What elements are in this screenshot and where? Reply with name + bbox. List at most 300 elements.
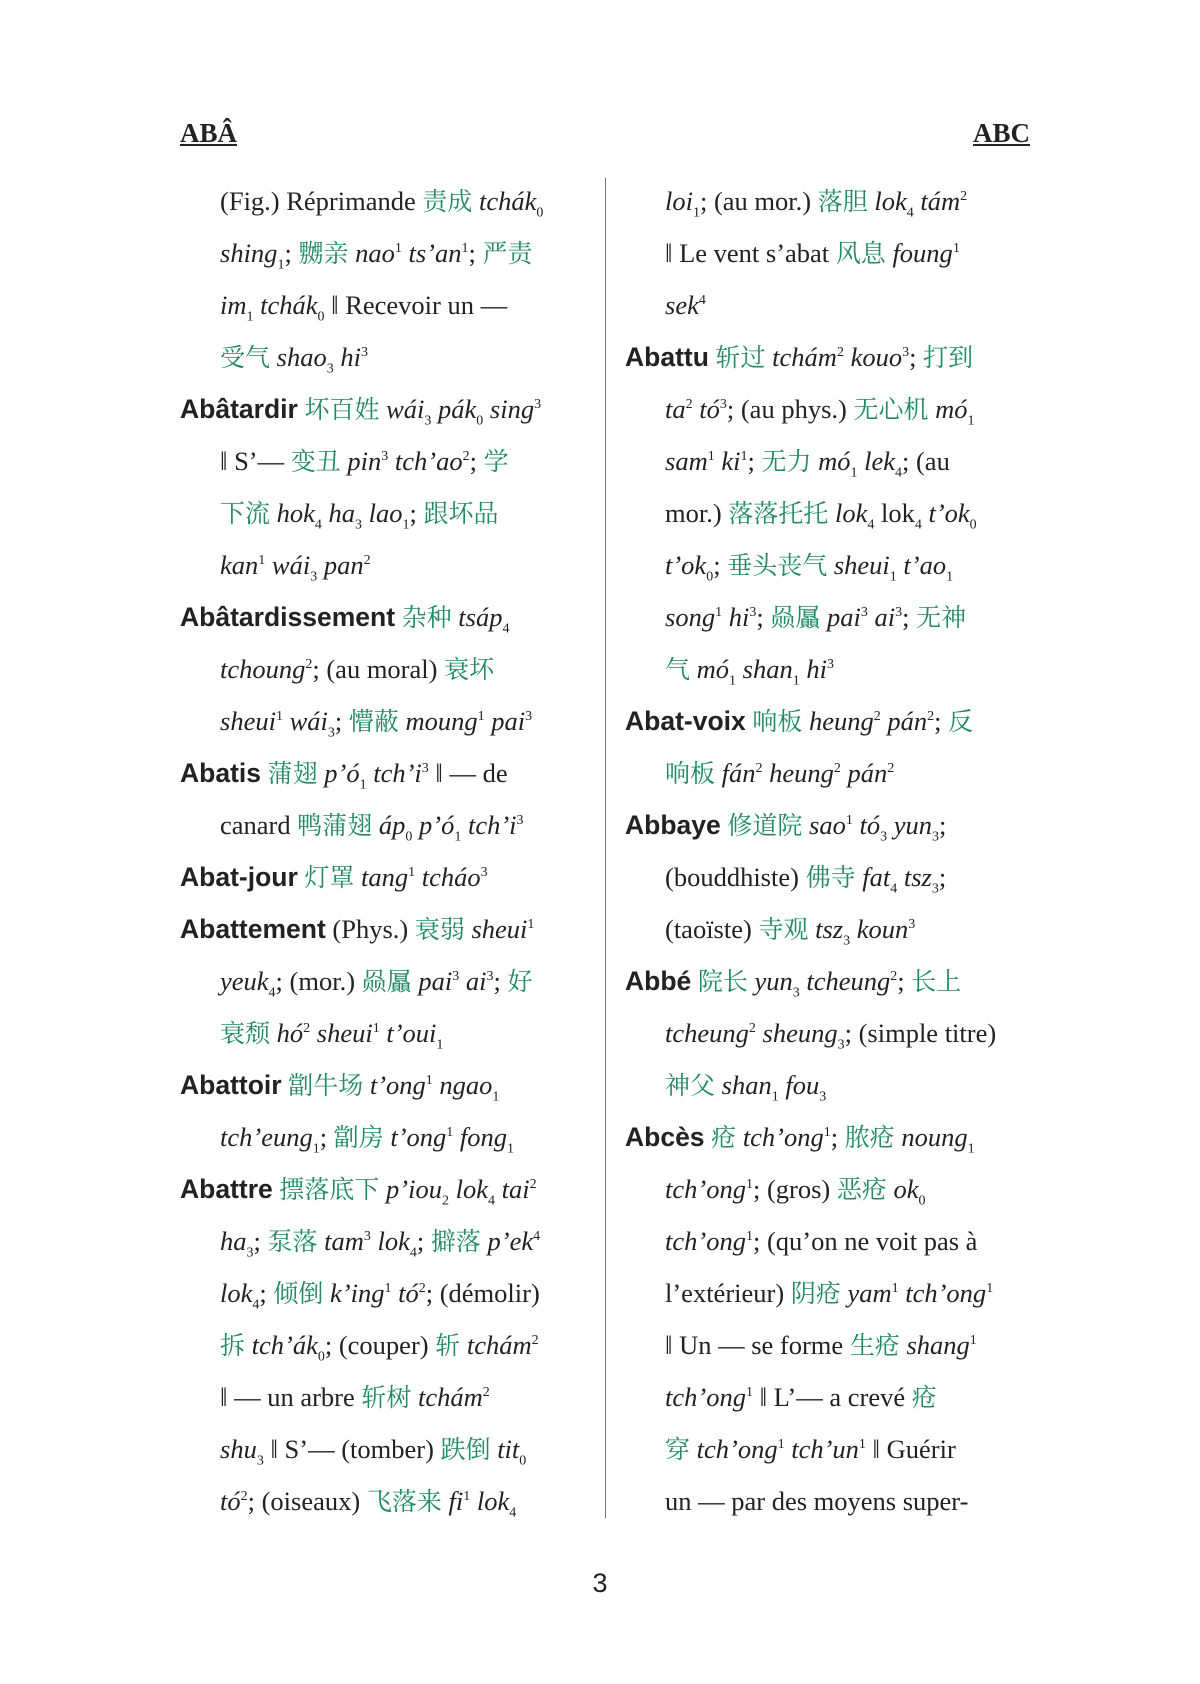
definition-text: ; <box>747 446 762 476</box>
romanization: foung <box>892 238 953 268</box>
tone-superscript: 1 <box>446 1125 454 1141</box>
romanization: tch’ong <box>665 1226 746 1256</box>
tone-subscript: 3 <box>327 725 335 741</box>
tone-superscript: 3 <box>525 709 533 725</box>
tone-subscript: 4 <box>914 517 922 533</box>
chinese-term: 响板 <box>665 759 716 788</box>
tone-superscript: 2 <box>755 761 763 777</box>
dictionary-line <box>625 1267 1037 1319</box>
definition-text: ; <box>938 810 947 840</box>
romanization: sheui <box>833 550 890 580</box>
definition-text <box>756 1018 763 1048</box>
dictionary-line <box>180 383 592 435</box>
dictionary-line <box>625 539 1037 591</box>
romanization: pán <box>887 706 928 736</box>
definition-text: ; (au mor.) <box>699 186 818 216</box>
dictionary-line <box>625 903 1037 955</box>
tone-superscript: 2 <box>960 189 968 205</box>
tone-superscript: 1 <box>275 709 283 725</box>
definition-text: ‖ S’— (tomber) <box>263 1434 441 1464</box>
tone-superscript: 2 <box>873 709 881 725</box>
chinese-term: 佛寺 <box>805 863 856 892</box>
romanization: p’iou <box>386 1174 442 1204</box>
dictionary-line <box>180 279 592 331</box>
dictionary-line <box>625 851 1037 903</box>
romanization: pai <box>491 706 526 736</box>
romanization: hó <box>276 1018 304 1048</box>
romanization: lok <box>476 1486 510 1516</box>
definition-text <box>897 862 904 892</box>
romanization: mó <box>935 394 968 424</box>
tone-subscript: 1 <box>507 1141 515 1157</box>
romanization: sam <box>665 446 708 476</box>
definition-text <box>827 550 834 580</box>
dictionary-line <box>180 747 592 799</box>
definition-text: canard <box>220 810 298 840</box>
tone-superscript: 3 <box>534 397 542 413</box>
romanization: tchák <box>479 186 537 216</box>
tone-subscript: 0 <box>476 413 484 429</box>
headword: Abcès <box>625 1122 705 1152</box>
tone-superscript: 3 <box>516 813 524 829</box>
dictionary-line <box>625 1371 1037 1423</box>
definition-text: lok <box>874 498 915 528</box>
chinese-term: 反 <box>948 707 974 736</box>
tone-superscript: 2 <box>685 397 693 413</box>
definition-text: ; (oiseaux) <box>247 1486 367 1516</box>
romanization: tchák <box>260 290 318 320</box>
chinese-term: 跌倒 <box>440 1435 491 1464</box>
dictionary-line <box>625 1475 1037 1527</box>
dictionary-line <box>625 955 1037 1007</box>
romanization: ai <box>465 966 487 996</box>
tone-superscript: 1 <box>384 1281 392 1297</box>
dictionary-line <box>625 1319 1037 1371</box>
romanization: tcheung <box>665 1018 749 1048</box>
tone-superscript: 1 <box>986 1281 994 1297</box>
chinese-term: 风息 <box>835 239 886 268</box>
romanization: ha <box>328 498 356 528</box>
chinese-term: 无神 <box>916 603 967 632</box>
chinese-term: 坏百姓 <box>304 395 380 424</box>
tone-subscript: 0 <box>519 1453 527 1469</box>
romanization: pán <box>847 758 888 788</box>
definition-text: ; (au moral) <box>312 654 445 684</box>
left-column <box>180 175 592 1527</box>
tone-superscript: 1 <box>477 709 485 725</box>
romanization: tó <box>859 810 881 840</box>
definition-text: ; <box>334 706 349 736</box>
tone-subscript: 4 <box>487 1193 495 1209</box>
tone-superscript: 3 <box>902 345 910 361</box>
tone-subscript: 4 <box>906 205 914 221</box>
dictionary-line <box>625 643 1037 695</box>
dictionary-line <box>180 1059 592 1111</box>
romanization: tch’i <box>467 810 517 840</box>
romanization: lao <box>368 498 403 528</box>
dictionary-line <box>180 1475 592 1527</box>
headword: Abattement <box>180 914 326 944</box>
chinese-term: 无力 <box>761 447 812 476</box>
definition-text: ; (mor.) <box>275 966 362 996</box>
definition-text <box>709 342 716 372</box>
chinese-term: 无心机 <box>853 395 929 424</box>
chinese-term: 衰弱 <box>414 915 465 944</box>
tone-superscript: 3 <box>895 605 903 621</box>
dictionary-line <box>180 643 592 695</box>
dictionary-line <box>625 695 1037 747</box>
chinese-term: 跟坏品 <box>423 499 499 528</box>
headword: Abâtardir <box>180 394 298 424</box>
definition-text: ; <box>909 342 924 372</box>
headword: Abattu <box>625 342 709 372</box>
tone-subscript: 0 <box>536 205 544 221</box>
tone-superscript: 3 <box>860 605 868 621</box>
definition-text <box>460 1330 467 1360</box>
romanization: tcheung <box>806 966 891 996</box>
headword: Abat-jour <box>180 862 298 892</box>
chinese-term: 斩 <box>435 1331 461 1360</box>
definition-text: (taoïste) <box>665 914 759 944</box>
tone-subscript: 0 <box>918 1193 926 1209</box>
tone-superscript: 1 <box>952 241 960 257</box>
chinese-term: 责成 <box>422 187 473 216</box>
romanization: tch’ák <box>251 1330 318 1360</box>
definition-text <box>802 810 809 840</box>
tone-superscript: 1 <box>823 1125 831 1141</box>
definition-text <box>372 810 379 840</box>
chinese-term: 气 <box>665 655 691 684</box>
definition-text: ‖ Guérir <box>865 1434 956 1464</box>
romanization: yun <box>754 966 793 996</box>
definition-text: ‖ L’— a crevé <box>752 1382 912 1412</box>
definition-text: ; <box>897 966 912 996</box>
tone-superscript: 2 <box>529 1177 537 1193</box>
definition-text: (bouddhiste) <box>665 862 806 892</box>
tone-subscript: 3 <box>843 933 851 949</box>
definition-text <box>736 654 743 684</box>
tone-superscript: 1 <box>394 241 402 257</box>
tone-superscript: 1 <box>425 1073 433 1089</box>
romanization: tch’ong <box>665 1382 746 1412</box>
tone-subscript: 2 <box>441 1193 449 1209</box>
definition-text <box>265 550 272 580</box>
definition-text <box>317 550 324 580</box>
definition-text <box>887 810 894 840</box>
dictionary-line <box>625 331 1037 383</box>
tone-superscript: 2 <box>305 657 313 673</box>
definition-text <box>395 602 402 632</box>
chinese-term: 长上 <box>911 967 962 996</box>
tone-superscript: 4 <box>533 1229 541 1245</box>
romanization: pin <box>347 446 382 476</box>
tone-superscript: 3 <box>908 917 916 933</box>
headword: Abatis <box>180 758 261 788</box>
tone-superscript: 2 <box>887 761 895 777</box>
chinese-term: 修道院 <box>727 811 803 840</box>
tone-subscript: 3 <box>792 985 800 1001</box>
romanization: t’ok <box>665 550 707 580</box>
romanization: shu <box>220 1434 257 1464</box>
definition-text <box>691 966 698 996</box>
dictionary-line <box>625 279 1037 331</box>
romanization: noung <box>901 1122 968 1152</box>
romanization: heung <box>769 758 834 788</box>
tone-superscript: 1 <box>463 1489 471 1505</box>
romanization: kouo <box>850 342 903 372</box>
definition-text <box>399 706 406 736</box>
romanization: áp <box>378 810 406 840</box>
definition-text <box>748 966 755 996</box>
dictionary-line <box>180 799 592 851</box>
chinese-term: 好 <box>507 967 533 996</box>
definition-text <box>322 498 329 528</box>
romanization: tó <box>398 1278 419 1308</box>
chinese-term: 疮 <box>911 1383 937 1412</box>
chinese-term: 受气 <box>220 343 271 372</box>
romanization: lok <box>220 1278 253 1308</box>
dictionary-line <box>180 331 592 383</box>
romanization: wái <box>289 706 328 736</box>
dictionary-line <box>625 1163 1037 1215</box>
romanization: sheui <box>316 1018 373 1048</box>
header-right-guide-word: ABC <box>972 118 1030 148</box>
romanization: yam <box>847 1278 892 1308</box>
chinese-term: 院长 <box>697 967 748 996</box>
definition-text <box>270 342 277 372</box>
romanization: tám <box>920 186 961 216</box>
tone-subscript: 3 <box>424 413 432 429</box>
tone-subscript: 4 <box>409 1245 417 1261</box>
tone-superscript: 3 <box>360 345 368 361</box>
headword: Abattre <box>180 1174 273 1204</box>
definition-text: ; (gros) <box>752 1174 837 1204</box>
romanization: kan <box>220 550 259 580</box>
romanization: k’ing <box>330 1278 385 1308</box>
dictionary-line <box>180 903 592 955</box>
definition-text: un — par des moyens super- <box>665 1486 969 1516</box>
dictionary-line <box>180 175 592 227</box>
chinese-term: 神父 <box>665 1071 716 1100</box>
tone-subscript: 4 <box>314 517 322 533</box>
romanization: t’oui <box>386 1018 437 1048</box>
romanization: shing <box>220 238 278 268</box>
tone-subscript: 1 <box>692 205 700 221</box>
tone-subscript: 1 <box>402 517 410 533</box>
definition-text: ; (au <box>902 446 950 476</box>
definition-text <box>245 1330 252 1360</box>
tone-subscript: 0 <box>317 309 325 325</box>
headword: Abattoir <box>180 1070 282 1100</box>
definition-text: ; <box>416 1226 431 1256</box>
tone-superscript: 3 <box>749 605 757 621</box>
dictionary-line <box>180 1007 592 1059</box>
tone-subscript: 1 <box>792 673 800 689</box>
romanization: yun <box>893 810 932 840</box>
definition-text <box>841 758 848 788</box>
tone-superscript: 2 <box>418 1281 426 1297</box>
definition-text: ; <box>253 1226 268 1256</box>
romanization: sing <box>489 394 535 424</box>
romanization: heung <box>809 706 874 736</box>
tone-subscript: 0 <box>317 1349 325 1365</box>
tone-superscript: 1 <box>745 1229 753 1245</box>
definition-text <box>270 1018 277 1048</box>
chinese-term: 衰坏 <box>444 655 495 684</box>
definition-text <box>850 914 857 944</box>
tone-superscript: 1 <box>891 1281 899 1297</box>
romanization: ok <box>893 1174 919 1204</box>
tone-superscript: 2 <box>363 553 371 569</box>
definition-text <box>415 862 422 892</box>
definition-text: ; <box>934 706 949 736</box>
romanization: tchám <box>466 1330 532 1360</box>
definition-text <box>828 498 835 528</box>
dictionary-line <box>180 1111 592 1163</box>
definition-text <box>431 394 438 424</box>
romanization: loi <box>665 186 693 216</box>
headword: Abbé <box>625 966 692 996</box>
dictionary-line <box>180 435 592 487</box>
definition-text <box>461 810 468 840</box>
definition-text <box>310 1018 317 1048</box>
romanization: pan <box>323 550 364 580</box>
definition-text <box>736 1122 743 1152</box>
definition-text <box>820 602 827 632</box>
dictionary-line <box>625 1059 1037 1111</box>
definition-text: ; <box>409 498 424 528</box>
tone-superscript: 3 <box>826 657 834 673</box>
chinese-term: 赑屭 <box>361 967 412 996</box>
romanization: ai <box>874 602 896 632</box>
romanization: sek <box>665 290 699 320</box>
dictionary-line <box>625 383 1037 435</box>
tone-superscript: 4 <box>698 293 706 309</box>
dictionary-line <box>625 747 1037 799</box>
romanization: wái <box>271 550 311 580</box>
tone-subscript: 1 <box>729 673 737 689</box>
definition-text <box>371 1226 378 1256</box>
definition-text <box>844 342 851 372</box>
romanization: ta <box>665 394 686 424</box>
tone-subscript: 4 <box>502 621 510 637</box>
chinese-term: 倾倒 <box>273 1279 324 1308</box>
definition-text <box>481 1226 488 1256</box>
tone-superscript: 3 <box>719 397 727 413</box>
chinese-term: 嬲亲 <box>298 239 349 268</box>
romanization: tch’i <box>373 758 422 788</box>
chinese-term: 拆 <box>220 1331 246 1360</box>
definition-text: ; <box>756 602 771 632</box>
romanization: tai <box>501 1174 530 1204</box>
romanization: sao <box>809 810 846 840</box>
definition-text <box>362 498 369 528</box>
dictionary-line <box>180 1319 592 1371</box>
tone-superscript: 1 <box>408 865 416 881</box>
romanization: fat <box>862 862 891 892</box>
tone-subscript: 3 <box>837 1037 845 1053</box>
tone-superscript: 1 <box>858 1437 866 1453</box>
chinese-term: 劏房 <box>333 1123 384 1152</box>
chinese-term: 杂种 <box>401 603 452 632</box>
chinese-term: 鸭蒲翅 <box>297 811 373 840</box>
definition-text <box>495 1174 502 1204</box>
romanization: im <box>220 290 247 320</box>
romanization: t’ok <box>928 498 970 528</box>
definition-text: ‖ — un arbre <box>220 1382 362 1412</box>
chinese-term: 疮 <box>711 1123 737 1152</box>
chinese-term: 脓疮 <box>844 1123 895 1152</box>
romanization: tch’ao <box>394 446 463 476</box>
definition-text <box>690 654 697 684</box>
definition-text: ; (couper) <box>324 1330 436 1360</box>
definition-text: ; <box>319 1122 334 1152</box>
romanization: p’ó <box>324 758 360 788</box>
definition-text: ; <box>938 862 947 892</box>
definition-text: (Phys.) <box>325 914 415 944</box>
dictionary-line <box>625 591 1037 643</box>
tone-subscript: 3 <box>246 1245 254 1261</box>
romanization: tch’ong <box>742 1122 824 1152</box>
romanization: hok <box>276 498 315 528</box>
romanization: ki <box>721 446 741 476</box>
dictionary-line <box>180 1423 592 1475</box>
header-left-guide-word: ABÂ <box>180 118 238 148</box>
definition-text <box>483 394 490 424</box>
romanization: moung <box>405 706 478 736</box>
dictionary-line <box>180 227 592 279</box>
chinese-term: 斩树 <box>361 1383 412 1412</box>
definition-text: ; <box>493 966 508 996</box>
tone-subscript: 1 <box>436 1037 444 1053</box>
tone-superscript: 2 <box>890 969 898 985</box>
definition-text: ; <box>468 238 483 268</box>
definition-text <box>388 446 395 476</box>
tone-superscript: 2 <box>833 761 841 777</box>
tone-subscript: 1 <box>277 257 285 273</box>
romanization: fou <box>785 1070 820 1100</box>
tone-superscript: 2 <box>748 1021 756 1037</box>
chinese-term: 灯罩 <box>304 863 355 892</box>
romanization: pai <box>826 602 861 632</box>
romanization: p’ó <box>419 810 455 840</box>
romanization: lok <box>377 1226 410 1256</box>
tone-superscript: 1 <box>715 605 723 621</box>
romanization: tch’eung <box>220 1122 313 1152</box>
romanization: koun <box>856 914 909 944</box>
romanization: t’ao <box>903 550 947 580</box>
headword: Abat-voix <box>625 706 746 736</box>
tone-superscript: 1 <box>707 449 715 465</box>
chinese-term: 飞落来 <box>366 1487 442 1516</box>
dictionary-line <box>180 1215 592 1267</box>
definition-text <box>690 1434 697 1464</box>
tone-subscript: 1 <box>889 569 897 585</box>
romanization: shan <box>742 654 793 684</box>
definition-text: ; <box>284 238 299 268</box>
definition-text <box>449 1174 456 1204</box>
tone-superscript: 2 <box>240 1489 248 1505</box>
tone-superscript: 2 <box>531 1333 539 1349</box>
tone-subscript: 1 <box>359 777 367 793</box>
tone-superscript: 1 <box>969 1333 977 1349</box>
romanization: tam <box>324 1226 364 1256</box>
chinese-term: 落落托托 <box>728 499 829 528</box>
romanization: tsz <box>903 862 932 892</box>
romanization: lek <box>864 446 895 476</box>
definition-text: ; (au phys.) <box>726 394 854 424</box>
tone-subscript: 4 <box>509 1505 517 1521</box>
